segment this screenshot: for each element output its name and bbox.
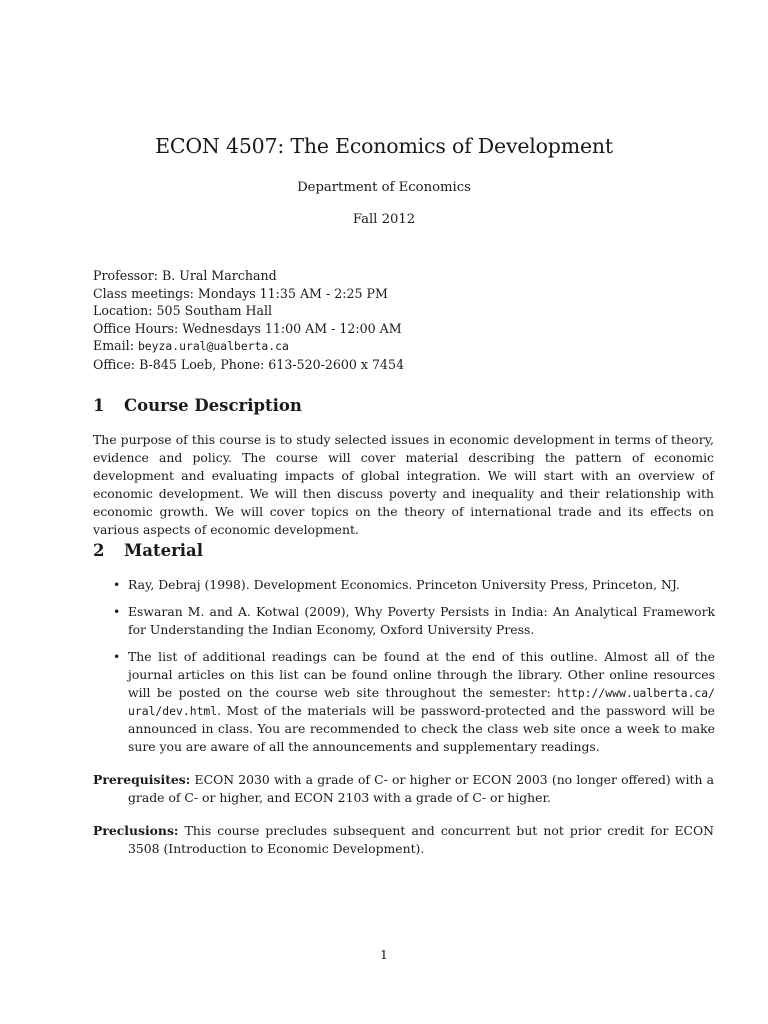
list-item [93, 603, 715, 639]
prerequisites-label: Prerequisites: [93, 772, 191, 787]
professor-label: Professor: [93, 268, 162, 283]
section-number: 2 [93, 541, 105, 560]
section-title: Material [124, 541, 203, 560]
department-name: Department of Economics [297, 180, 471, 195]
term: Fall 2012 [352, 212, 416, 227]
list-item-text: Eswaran M. and A. Kotwal (2009), Why Poverty Persists in India: An Analytical Framework for Understanding the Indian Economy, Oxford University Press. [128, 604, 715, 637]
email-label: Email: [93, 338, 138, 353]
office-line [93, 356, 713, 374]
preclusions-label: Preclusions: [93, 823, 179, 838]
material-list [93, 576, 715, 765]
email-value: beyza.ural@ualberta.ca [137, 339, 289, 353]
email-line [93, 337, 713, 356]
office-label: Office: [93, 356, 140, 372]
meetings-value: Mondays 11:35 AM - 2:25 PM [197, 285, 388, 301]
meetings-line [93, 285, 713, 303]
prerequisites-text: ECON 2030 with a grade of C- or higher or ECON 2003 (no longer offered) with a grade of C- or higher, and ECON 2103 with a grade of C- or higher. [128, 772, 714, 805]
list-item [93, 576, 715, 594]
location-label: Location: [93, 303, 157, 318]
page-number: 1 [380, 947, 388, 962]
bullet-icon: • [113, 577, 121, 592]
office-hours-line [93, 320, 713, 338]
section-title: Course Description [124, 396, 302, 415]
course-description-text: The purpose of this course is to study selected issues in economic development in terms of theory, evidence and policy. The course will cover material describing the pattern of economic development and evaluating impacts of global integration. We will start with an overview of economic development. We will then discuss poverty and inequality and their relationship with economic growth. We will cover topics on the theory of international trade and its effects on various aspects of economic development. [93, 432, 714, 537]
list-item-text-cont: . Most of the materials will be password-protected and the password will be announced in class. You are recommended to check the class web site once a week to make sure you are aware of all the announcements and supplementary readings. [128, 703, 715, 754]
meetings-label: Class meetings: [93, 285, 198, 301]
prerequisites-paragraph [93, 771, 714, 807]
list-item-text: Ray, Debraj (1998). Development Economics. Princeton University Press, Princeton, NJ. [128, 577, 680, 592]
list-item [93, 648, 715, 756]
course-info-block [93, 267, 713, 373]
section-heading-material [93, 541, 203, 560]
office-hours-value: Wednesdays 11:00 AM - 12:00 AM [182, 320, 402, 336]
professor-value: B. Ural Marchand [161, 268, 277, 283]
preclusions-paragraph [93, 822, 714, 858]
preclusions-text: This course precludes subsequent and concurrent but not prior credit for ECON 3508 (Introduction to Economic Development). [128, 823, 714, 856]
location-value: 505 Southam Hall [156, 303, 273, 318]
list-item-text: The list of additional readings can be found at the end of this outline. Almost all of the journal articles on this list can be found online through the library. Other online resources will be posted on the course web site throughout the semester: [128, 649, 715, 700]
section-number: 1 [93, 396, 105, 415]
professor-line [93, 267, 713, 285]
location-line [93, 302, 713, 320]
course-website-link[interactable]: http://www.ualberta.ca/ ural/dev.html [128, 686, 715, 718]
bullet-icon: • [113, 649, 121, 664]
bullet-icon: • [113, 604, 121, 619]
office-hours-label: Office Hours: [93, 320, 183, 336]
document-title: ECON 4507: The Economics of Development [155, 134, 613, 158]
section-heading-course-description [93, 396, 302, 415]
office-value: B-845 Loeb, Phone: 613-520-2600 x 7454 [139, 356, 405, 372]
